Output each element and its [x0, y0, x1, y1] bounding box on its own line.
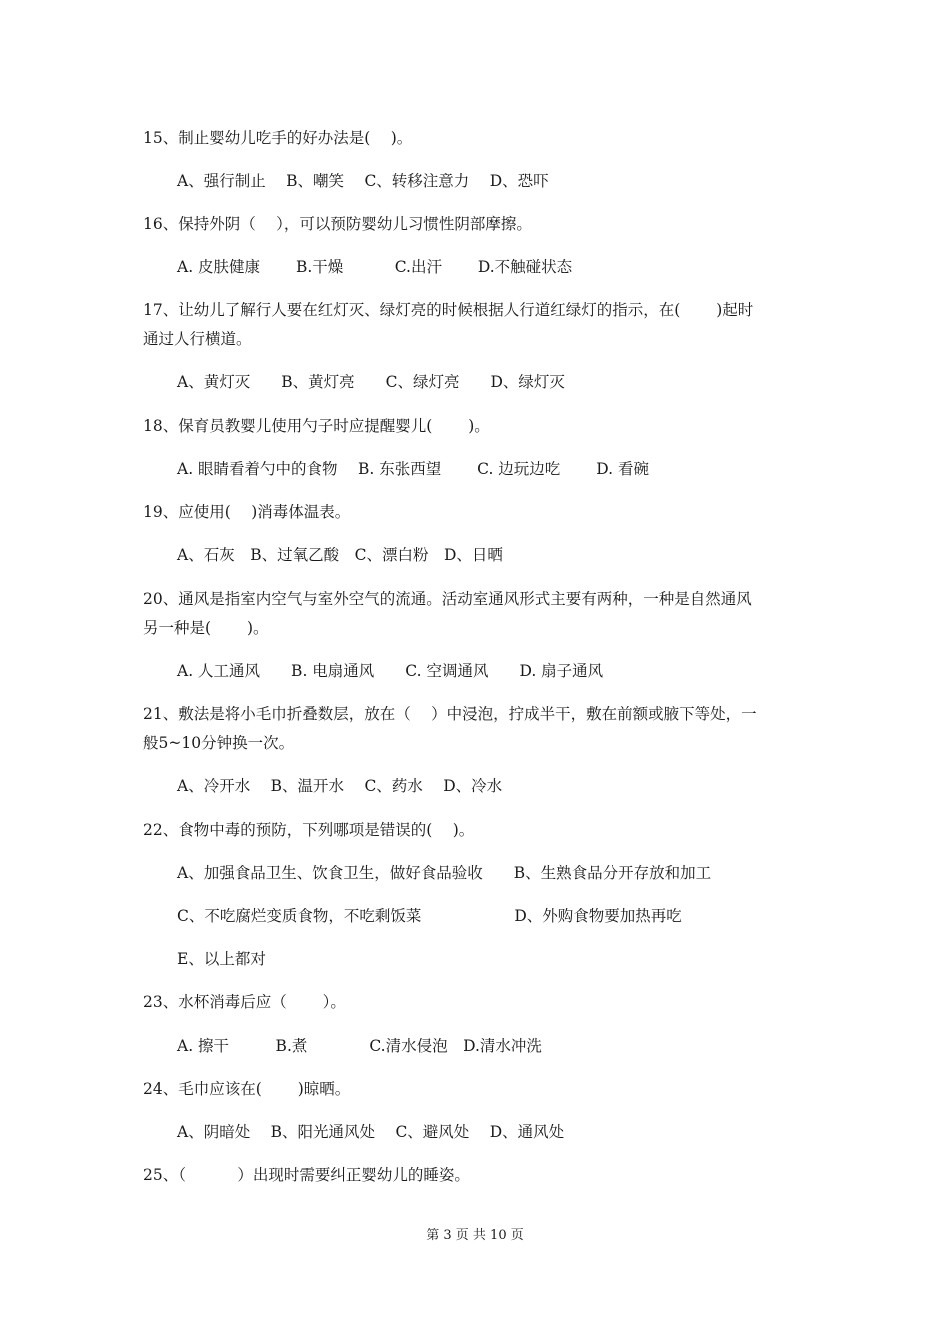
question-19: 19、应使用( )消毒体温表。 [143, 503, 351, 521]
question-20: 20、通风是指室内空气与室外空气的流通。活动室通风形式主要有两种，一种是自然通风 [143, 590, 752, 608]
question-15: 15、制止婴幼儿吃手的好办法是( )。 [143, 129, 413, 147]
question-24-options: A、阴暗处 B、阳光通风处 C、避风处 D、通风处 [177, 1123, 565, 1141]
question-17-continued: 通过人行横道。 [143, 330, 252, 348]
question-21-options: A、冷开水 B、温开水 C、药水 D、冷水 [177, 777, 503, 795]
question-22-options-row-3: E、以上都对 [177, 950, 266, 968]
question-22-options-row-1: A、加强食品卫生、饮食卫生，做好食品验收 B、生熟食品分开存放和加工 [177, 864, 712, 882]
question-20-continued: 另一种是( )。 [143, 619, 269, 637]
question-18: 18、保育员教婴儿使用勺子时应提醒婴儿( )。 [143, 417, 490, 435]
question-21: 21、敷法是将小毛巾折叠数层，放在（ ）中浸泡，拧成半干，敷在前额或腋下等处，一 [143, 705, 757, 723]
question-17-options: A、黄灯灭 B、黄灯亮 C、绿灯亮 D、绿灯灭 [177, 373, 565, 391]
question-17: 17、让幼儿了解行人要在红灯灭、绿灯亮的时候根据人行道红绿灯的指示，在( )起时 [143, 301, 754, 319]
question-20-options: A. 人工通风 B. 电扇通风 C. 空调通风 D. 扇子通风 [177, 662, 604, 680]
question-15-options: A、强行制止 B、嘲笑 C、转移注意力 D、恐吓 [177, 172, 549, 190]
question-21-continued: 般5~10分钟换一次。 [143, 734, 295, 752]
question-23: 23、水杯消毒后应（ ）。 [143, 993, 346, 1011]
page-number-footer: 第 3 页 共 10 页 [426, 1228, 524, 1243]
question-24: 24、毛巾应该在( )晾晒。 [143, 1080, 351, 1098]
question-16: 16、保持外阴（ ），可以预防婴幼儿习惯性阴部摩擦。 [143, 215, 532, 233]
question-22-options-row-2: C、不吃腐烂变质食物，不吃剩饭菜 D、外购食物要加热再吃 [177, 907, 682, 925]
question-23-options: A. 擦干 B.煮 C.清水侵泡 D.清水冲洗 [177, 1037, 542, 1055]
question-25: 25、（ ）出现时需要纠正婴幼儿的睡姿。 [143, 1166, 470, 1184]
question-22: 22、食物中毒的预防，下列哪项是错误的( )。 [143, 821, 475, 839]
question-18-options: A. 眼睛看着勺中的食物 B. 东张西望 C. 边玩边吃 D. 看碗 [177, 460, 649, 478]
question-16-options: A. 皮肤健康 B.干燥 C.出汗 D.不触碰状态 [177, 258, 573, 276]
question-19-options: A、石灰 B、过氧乙酸 C、漂白粉 D、日晒 [177, 546, 503, 564]
